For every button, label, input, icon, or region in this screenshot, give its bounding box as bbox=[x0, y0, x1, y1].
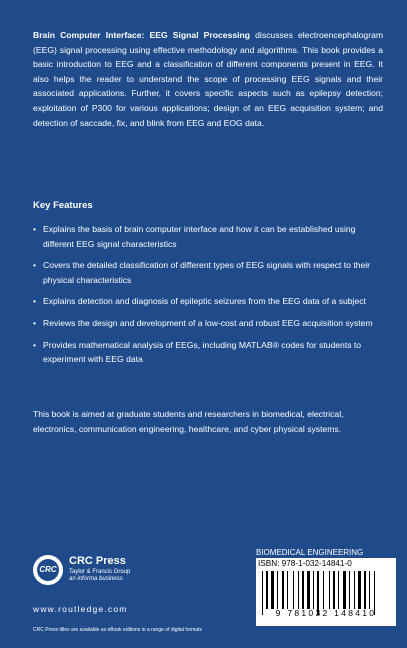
feature-item: • Explains the basis of brain computer interface and how it can be established using different EEG signal characteristics bbox=[33, 222, 383, 251]
feature-item: • Explains detection and diagnosis of epileptic seizures from the EEG data of a subject bbox=[33, 294, 383, 309]
barcode-stripe bbox=[302, 571, 304, 609]
barcode-stripe bbox=[349, 571, 350, 609]
barcode-stripe bbox=[364, 571, 366, 609]
barcode-stripe bbox=[271, 571, 274, 609]
barcode-stripe bbox=[323, 571, 324, 609]
subject-category: BIOMEDICAL ENGINEERING bbox=[256, 548, 364, 557]
barcode-stripe bbox=[287, 571, 288, 609]
barcode-block bbox=[256, 558, 396, 626]
feature-item: • Provides mathematical analysis of EEGs, including MATLAB® codes for students to experiment with EEG data bbox=[33, 338, 383, 367]
ebook-note: CRC Press titles are available as eBook editions in a range of digital formats bbox=[33, 627, 202, 633]
feature-item: • Reviews the design and development of a low-cost and robust EEG acquisition system bbox=[33, 316, 383, 331]
feature-item: • Covers the detailed classification of different types of EEG signals with respect to their physical characteristics bbox=[33, 258, 383, 287]
barcode-stripe bbox=[369, 571, 370, 609]
barcode-stripe bbox=[343, 571, 346, 609]
key-features-list bbox=[33, 222, 383, 374]
book-description bbox=[33, 28, 383, 130]
barcode-stripe bbox=[298, 571, 299, 609]
publisher-name: CRC Press bbox=[69, 555, 126, 567]
publisher-group: Taylor & Francis Group bbox=[69, 569, 131, 575]
barcode-stripe bbox=[307, 571, 310, 609]
audience-statement: This book is aimed at graduate students and researchers in biomedical, electrical, electronics, communication engineering, healthcare, and cyber physical systems. bbox=[33, 409, 344, 434]
crc-logo-icon bbox=[33, 555, 63, 585]
barcode-number: 9 781032 148410 bbox=[275, 608, 377, 618]
publisher-tagline: an informa business bbox=[69, 576, 123, 582]
barcode-stripe bbox=[354, 571, 355, 609]
barcode-stripe bbox=[313, 571, 314, 609]
barcode-stripe bbox=[338, 571, 339, 609]
barcode-stripe bbox=[358, 571, 361, 609]
key-features-heading: Key Features bbox=[33, 200, 93, 211]
barcode-stripe bbox=[293, 571, 294, 609]
book-title: Brain Computer Interface: EEG Signal Processing bbox=[33, 30, 251, 40]
isbn-label: ISBN: 978-1-032-14841-0 bbox=[258, 559, 352, 568]
barcode-stripe bbox=[266, 571, 268, 609]
description-text: discusses electroencephalogram (EEG) signal processing using effective methodology and algorithms. This book provides a basic introduction to EEG and a classification of different components present in EEG. It also helps the reader to understand the scope of processing EEG signals and their associated applications. Further, it covers specific aspects such as epilepsy detection; exploitation of P300 for various applications; design of an EEG acquisition system; and detection of saccade, fix, and blink from EEG and EOG data. bbox=[33, 30, 384, 128]
barcode-stripe bbox=[329, 571, 330, 609]
barcode-stripe bbox=[277, 571, 278, 609]
barcode-stripe bbox=[333, 571, 335, 609]
barcode-stripe bbox=[282, 571, 284, 609]
crc-logo-mark: CRC bbox=[37, 559, 59, 581]
publisher-website: www.routledge.com bbox=[33, 604, 128, 614]
publisher-logo bbox=[33, 555, 163, 600]
